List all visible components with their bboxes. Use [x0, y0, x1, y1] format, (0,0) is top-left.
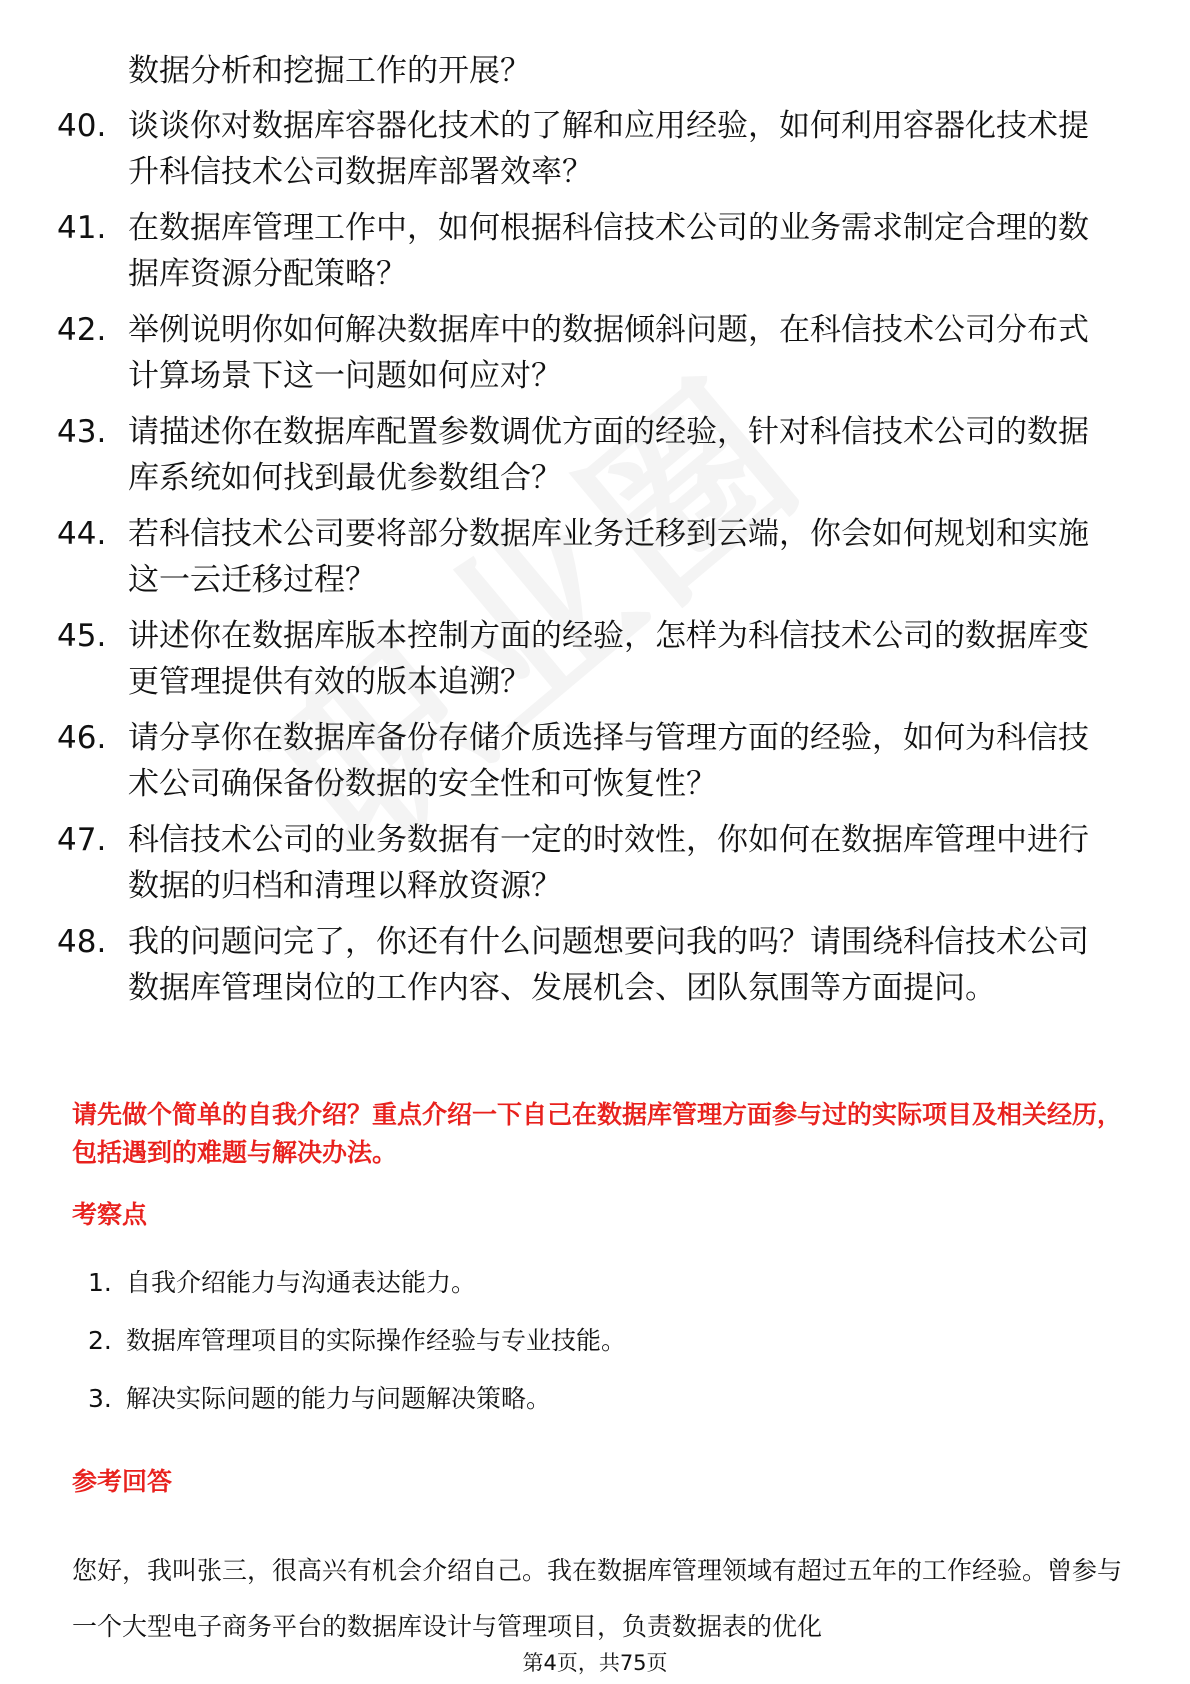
- question-number: 46.: [57, 720, 107, 756]
- page-footer: 第4页，共75页: [522, 1651, 668, 1675]
- question-number: 40.: [57, 108, 107, 144]
- question-text: 讲述你在数据库版本控制方面的经验，怎样为科信技术公司的数据库变更管理提供有效的版本追溯？: [128, 618, 1089, 700]
- question-item: [0, 103, 1118, 195]
- focus-heading: 考察点: [72, 1200, 148, 1229]
- focus-number: 1.: [88, 1268, 112, 1297]
- focus-item: [0, 1381, 1190, 1439]
- answer-heading: 参考回答: [72, 1467, 173, 1496]
- question-text: 举例说明你如何解决数据库中的数据倾斜问题，在科信技术公司分布式计算场景下这一问题如何应对？: [128, 312, 1089, 394]
- question-item: [0, 817, 1118, 909]
- question-number: 47.: [57, 822, 107, 858]
- focus-text: 数据库管理项目的实际操作经验与专业技能。: [126, 1326, 627, 1355]
- question-text: 请描述你在数据库配置参数调优方面的经验，针对科信技术公司的数据库系统如何找到最优参数组合？: [128, 414, 1089, 496]
- question-item: [0, 409, 1118, 501]
- question-number: 41.: [57, 210, 107, 246]
- focus-item: [0, 1265, 1190, 1323]
- question-number: 45.: [57, 618, 107, 654]
- question-text: 在数据库管理工作中，如何根据科信技术公司的业务需求制定合理的数据库资源分配策略？: [128, 210, 1089, 292]
- question-item: [0, 919, 1118, 1011]
- question-text: 若科信技术公司要将部分数据库业务迁移到云端，你会如何规划和实施这一云迁移过程？: [128, 516, 1089, 598]
- question-text: 谈谈你对数据库容器化技术的了解和应用经验，如何利用容器化技术提升科信技术公司数据库部署效率？: [128, 108, 1089, 190]
- question-item: [0, 613, 1118, 705]
- answer-text: 您好，我叫张三，很高兴有机会介绍自己。我在数据库管理领域有超过五年的工作经验。曾参与一个大型电子商务平台的数据库设计与管理项目，负责数据表的优化: [72, 1556, 1123, 1641]
- question-text: 请分享你在数据库备份存储介质选择与管理方面的经验，如何为科信技术公司确保备份数据的安全性和可恢复性？: [128, 720, 1089, 802]
- focus-number: 2.: [88, 1326, 112, 1355]
- question-number: 48.: [57, 924, 107, 960]
- question-item: [0, 205, 1118, 297]
- question-item: [0, 307, 1118, 399]
- continued-question-text: 数据分析和挖掘工作的开展？: [128, 53, 531, 89]
- question-number: 42.: [57, 312, 107, 348]
- question-list: [0, 103, 1190, 1021]
- highlight-question: 请先做个简单的自我介绍？重点介绍一下自己在数据库管理方面参与过的实际项目及相关经历，包括遇到的难题与解决办法。: [72, 1100, 1123, 1167]
- focus-number: 3.: [88, 1384, 112, 1413]
- question-text: 科信技术公司的业务数据有一定的时效性，你如何在数据库管理中进行数据的归档和清理以释放资源？: [128, 822, 1089, 904]
- question-item: [0, 715, 1118, 807]
- question-number: 44.: [57, 516, 107, 552]
- question-text: 我的问题问完了，你还有什么问题想要问我的吗？请围绕科信技术公司数据库管理岗位的工作内容、发展机会、团队氛围等方面提问。: [128, 924, 1089, 1006]
- question-item: [0, 511, 1118, 603]
- focus-text: 解决实际问题的能力与问题解决策略。: [126, 1384, 552, 1413]
- focus-text: 自我介绍能力与沟通表达能力。: [126, 1268, 477, 1297]
- focus-item: [0, 1323, 1190, 1381]
- focus-list: [0, 1265, 1190, 1439]
- question-number: 43.: [57, 414, 107, 450]
